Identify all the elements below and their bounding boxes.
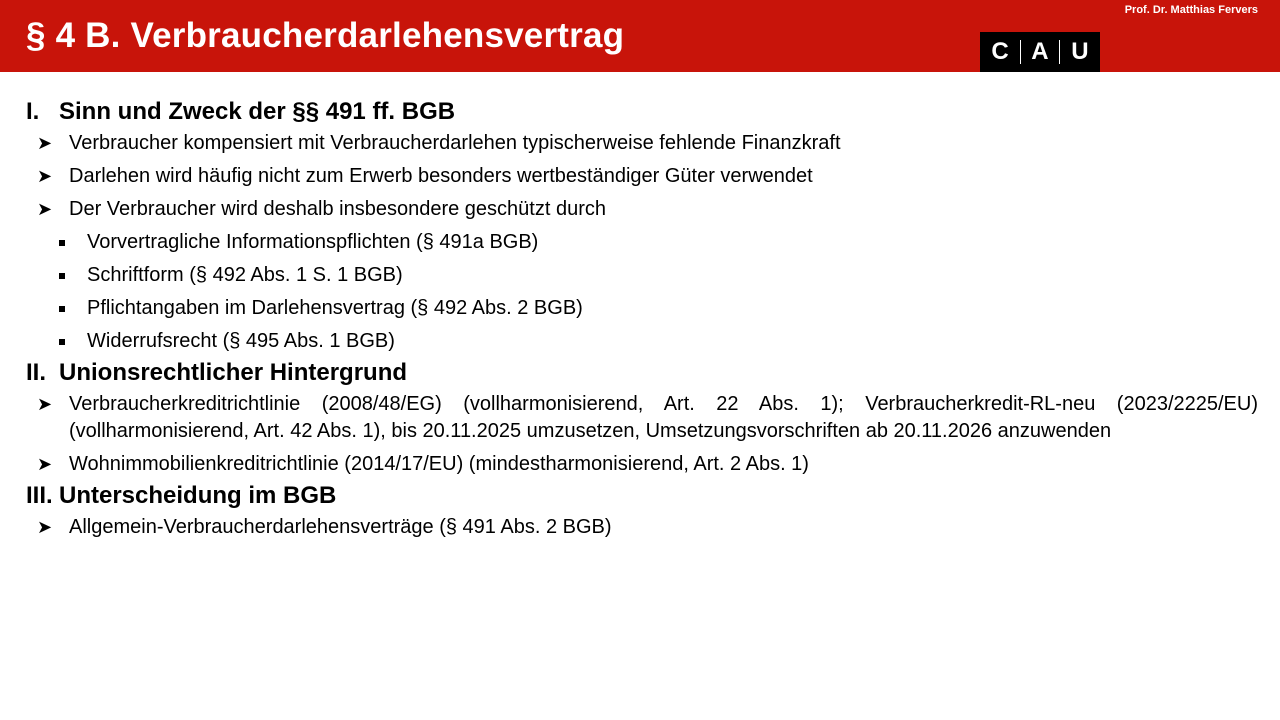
slide-content xyxy=(26,96,1258,547)
arrow-bullet-icon: ➤ xyxy=(37,199,53,219)
subbullet-item xyxy=(26,295,1258,322)
bullet-item xyxy=(26,163,1258,190)
section-number: I. xyxy=(26,98,40,125)
logo-divider xyxy=(1020,40,1021,64)
author-name: Prof. Dr. Matthias Fervers xyxy=(1124,4,1258,16)
bullet-text: Wohnimmobilienkreditrichtlinie (2014/17/EU) (mindestharmonisierend, Art. 2 Abs. 1) xyxy=(69,453,809,475)
cau-logo xyxy=(980,32,1100,72)
arrow-bullet-icon: ➤ xyxy=(37,517,53,537)
square-bullet-icon xyxy=(59,339,65,345)
slide-title: § 4 B. Verbraucherdarlehensvertrag xyxy=(26,16,625,55)
logo-letter-c: C xyxy=(991,38,1009,65)
subbullet-text: Schriftform (§ 492 Abs. 1 S. 1 BGB) xyxy=(87,264,403,286)
bullet-text: Verbraucher kompensiert mit Verbraucherdarlehen typischerweise fehlende Finanzkraft xyxy=(69,132,841,154)
section-title: Sinn und Zweck der §§ 491 ff. BGB xyxy=(59,98,456,125)
header-bar xyxy=(0,0,1280,72)
section-heading-3 xyxy=(26,480,1258,514)
bullet-item xyxy=(26,391,1258,445)
logo-divider xyxy=(1059,40,1060,64)
square-bullet-icon xyxy=(59,306,65,312)
logo-letter-a: A xyxy=(1031,38,1049,65)
bullet-item xyxy=(26,130,1258,157)
section-heading-1 xyxy=(26,96,1258,130)
logo-letter-u: U xyxy=(1071,38,1089,65)
section-number: II. xyxy=(26,359,47,386)
bullet-item xyxy=(26,196,1258,223)
arrow-bullet-icon: ➤ xyxy=(37,166,53,186)
subbullet-text: Pflichtangaben im Darlehensvertrag (§ 492 Abs. 2 BGB) xyxy=(87,297,583,319)
subbullet-item xyxy=(26,229,1258,256)
bullet-text: Der Verbraucher wird deshalb insbesondere geschützt durch xyxy=(69,198,606,220)
subbullet-text: Vorvertragliche Informationspflichten (§ 491a BGB) xyxy=(87,231,539,253)
subbullet-item xyxy=(26,328,1258,355)
subbullet-item xyxy=(26,262,1258,289)
bullet-text: Verbraucherkreditrichtlinie (2008/48/EG) (vollharmonisierend, Art. 22 Abs. 1); Verbraucherkredit-RL-neu (2023/2225/EU) (vollharmonisierend, Art. 42 Abs. 1), bis 20.11.2025 umzusetzen, Umsetzungsvorschriften ab 20.11.2026 anzuwenden xyxy=(69,393,1258,442)
section-title: Unionsrechtlicher Hintergrund xyxy=(59,359,408,386)
section-number: III. xyxy=(26,482,53,509)
square-bullet-icon xyxy=(59,273,65,279)
square-bullet-icon xyxy=(59,240,65,246)
section-heading-2 xyxy=(26,357,1258,391)
subbullet-text: Widerrufsrecht (§ 495 Abs. 1 BGB) xyxy=(87,330,395,352)
bullet-text: Darlehen wird häufig nicht zum Erwerb besonders wertbeständiger Güter verwendet xyxy=(69,165,813,187)
bullet-item xyxy=(26,451,1258,478)
arrow-bullet-icon: ➤ xyxy=(37,394,53,414)
arrow-bullet-icon: ➤ xyxy=(37,133,53,153)
bullet-item xyxy=(26,514,1258,541)
arrow-bullet-icon: ➤ xyxy=(37,454,53,474)
section-title: Unterscheidung im BGB xyxy=(59,482,337,509)
bullet-text: Allgemein-Verbraucherdarlehensverträge (§ 491 Abs. 2 BGB) xyxy=(69,516,612,538)
